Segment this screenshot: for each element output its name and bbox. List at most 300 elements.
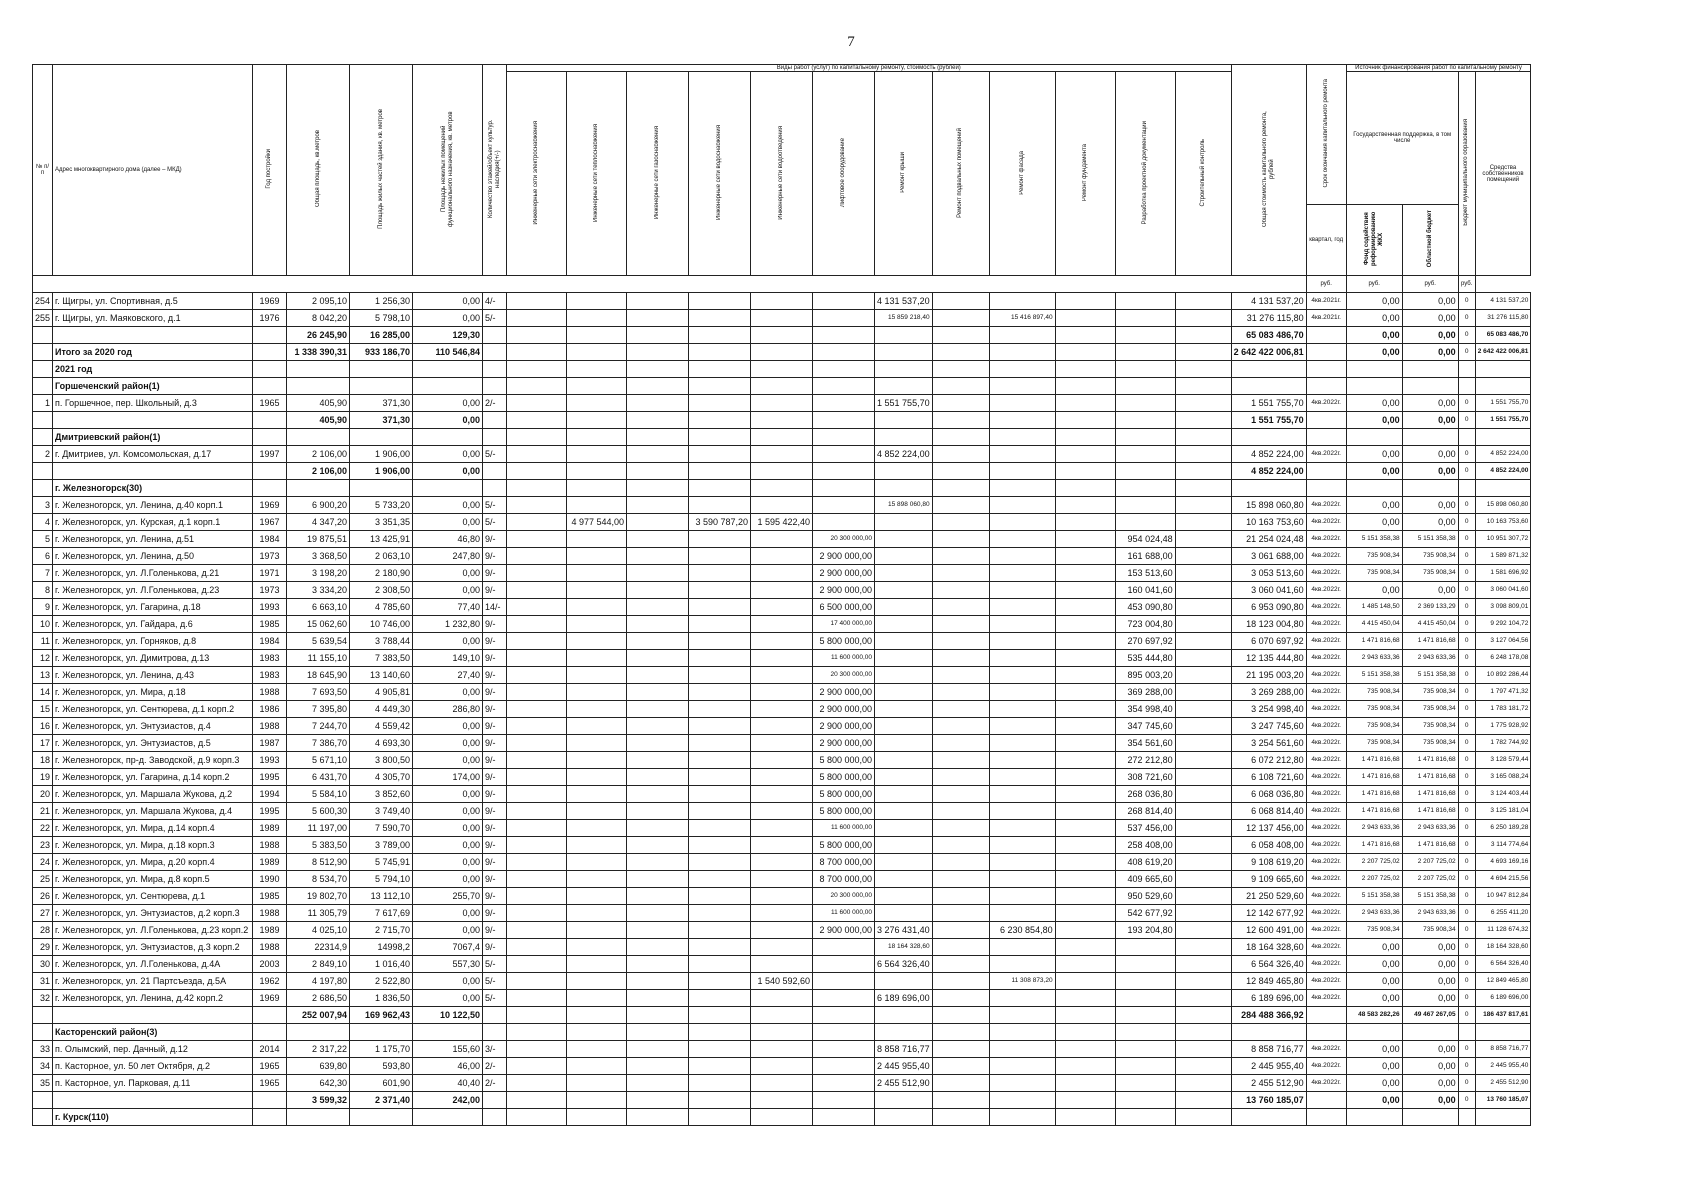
table-row	[33, 599, 1531, 616]
cell-work-4	[689, 837, 751, 854]
cell-no: 24	[33, 854, 53, 871]
cell-address: г. Железногорск, ул. Энтузиастов, д.4	[53, 718, 253, 735]
section-row	[33, 361, 1531, 378]
table-row	[33, 990, 1531, 1007]
cell-regional: 1 471 816,68	[1402, 769, 1458, 786]
cell-work-4	[689, 1007, 751, 1024]
cell-living-area: 16 285,00	[350, 327, 413, 344]
cell-empty	[350, 480, 413, 497]
cell-empty	[813, 361, 875, 378]
cell-work-5	[751, 735, 813, 752]
cell-owners: 8 858 716,77	[1475, 1041, 1531, 1058]
cell-work-2	[567, 446, 627, 463]
cell-owners: 6 564 326,40	[1475, 956, 1531, 973]
cell-address: г. Железногорск, ул. Ленина, д.51	[53, 531, 253, 548]
cell-work-12	[1175, 633, 1231, 650]
cell-work-5: 1 540 592,60	[751, 973, 813, 990]
cell-municipal: 0	[1458, 684, 1475, 701]
cell-work-1	[507, 667, 567, 684]
col-work-3: Инженерные сети газоснабжения	[627, 72, 689, 276]
cell-total-cost: 3 060 041,60	[1231, 582, 1306, 599]
table-row	[33, 293, 1531, 310]
table-row	[33, 1058, 1531, 1075]
cell-owners: 4 852 224,00	[1475, 446, 1531, 463]
cell-address: п. Касторное, ул. 50 лет Октября, д.2	[53, 1058, 253, 1075]
cell-work-7	[875, 735, 933, 752]
cell-work-12	[1175, 735, 1231, 752]
cell-living-area: 2 715,70	[350, 922, 413, 939]
cell-work-8	[932, 769, 989, 786]
cell-nonliving-area: 0,00	[413, 412, 483, 429]
cell-year: 1988	[253, 939, 287, 956]
cell-address: г. Железногорск, ул. Ленина, д.50	[53, 548, 253, 565]
cell-year: 1988	[253, 837, 287, 854]
cell-address: г. Железногорск, ул. Ленина, д.40 корп.1	[53, 497, 253, 514]
cell-work-4	[689, 446, 751, 463]
cell-living-area: 3 789,00	[350, 837, 413, 854]
cell-address	[53, 412, 253, 429]
cell-nonliving-area: 129,30	[413, 327, 483, 344]
cell-owners: 3 114 774,64	[1475, 837, 1531, 854]
cell-work-7	[875, 582, 933, 599]
col-no: № п/п	[33, 65, 53, 276]
cell-total-cost: 6 072 212,80	[1231, 752, 1306, 769]
cell-work-7	[875, 667, 933, 684]
cell-work-12	[1175, 667, 1231, 684]
cell-total-area: 639,80	[287, 1058, 350, 1075]
cell-empty	[1231, 1024, 1306, 1041]
cell-total-area: 7 386,70	[287, 735, 350, 752]
cell-deadline: 4кв.2022г.	[1306, 769, 1346, 786]
cell-municipal: 0	[1458, 531, 1475, 548]
cell-empty	[989, 378, 1055, 395]
cell-work-3	[627, 1092, 689, 1109]
unit-fund: руб.	[1306, 276, 1346, 293]
cell-total-cost: 3 269 288,00	[1231, 684, 1306, 701]
cell-empty	[1231, 480, 1306, 497]
cell-living-area: 1 256,30	[350, 293, 413, 310]
cell-empty	[932, 361, 989, 378]
cell-work-2	[567, 820, 627, 837]
cell-work-6	[813, 293, 875, 310]
cell-total-area: 6 900,20	[287, 497, 350, 514]
cell-work-1	[507, 973, 567, 990]
cell-empty	[1346, 361, 1402, 378]
cell-total-cost: 1 551 755,70	[1231, 412, 1306, 429]
cell-work-7	[875, 786, 933, 803]
cell-work-12	[1175, 905, 1231, 922]
cell-floors: 9/-	[483, 718, 507, 735]
cell-work-11: 354 998,40	[1115, 701, 1175, 718]
cell-work-4	[689, 939, 751, 956]
cell-total-cost: 2 455 512,90	[1231, 1075, 1306, 1092]
cell-work-10	[1055, 1041, 1115, 1058]
cell-work-9	[989, 684, 1055, 701]
cell-fund: 0,00	[1346, 990, 1402, 1007]
cell-work-9	[989, 565, 1055, 582]
cell-work-3	[627, 769, 689, 786]
cell-regional: 5 151 358,38	[1402, 667, 1458, 684]
cell-fund: 735 908,34	[1346, 922, 1402, 939]
cell-floors: 9/-	[483, 565, 507, 582]
cell-municipal: 0	[1458, 1075, 1475, 1092]
cell-work-5	[751, 922, 813, 939]
cell-nonliving-area: 10 122,50	[413, 1007, 483, 1024]
cell-empty	[751, 1109, 813, 1126]
cell-no: 3	[33, 497, 53, 514]
cell-work-9	[989, 1075, 1055, 1092]
cell-year: 1983	[253, 650, 287, 667]
cell-regional: 2 369 133,29	[1402, 599, 1458, 616]
cell-work-11: 268 814,40	[1115, 803, 1175, 820]
cell-work-9	[989, 854, 1055, 871]
cell-empty	[287, 378, 350, 395]
cell-work-6: 8 700 000,00	[813, 854, 875, 871]
cell-work-10	[1055, 786, 1115, 803]
cell-work-8	[932, 633, 989, 650]
cell-work-7	[875, 769, 933, 786]
cell-total-area: 252 007,94	[287, 1007, 350, 1024]
cell-work-3	[627, 633, 689, 650]
cell-nonliving-area: 0,00	[413, 565, 483, 582]
cell-work-11	[1115, 497, 1175, 514]
cell-empty	[932, 480, 989, 497]
cell-work-11	[1115, 514, 1175, 531]
cell-living-area: 3 351,35	[350, 514, 413, 531]
cell-work-10	[1055, 701, 1115, 718]
cell-work-9	[989, 752, 1055, 769]
cell-owners: 10 163 753,60	[1475, 514, 1531, 531]
cell-work-6: 2 900 000,00	[813, 718, 875, 735]
cell-nonliving-area: 0,00	[413, 990, 483, 1007]
cell-work-8	[932, 650, 989, 667]
cell-address: п. Горшечное, пер. Школьный, д.3	[53, 395, 253, 412]
cell-municipal: 0	[1458, 565, 1475, 582]
cell-empty	[567, 429, 627, 446]
cell-no: 28	[33, 922, 53, 939]
cell-work-6	[813, 973, 875, 990]
cell-work-6: 2 900 000,00	[813, 684, 875, 701]
cell-empty	[751, 378, 813, 395]
cell-work-2	[567, 684, 627, 701]
cell-living-area: 7 590,70	[350, 820, 413, 837]
cell-municipal: 0	[1458, 1007, 1475, 1024]
cell-work-10	[1055, 497, 1115, 514]
cell-address: г. Железногорск, ул. Ленина, д.42 корп.2	[53, 990, 253, 1007]
cell-work-8	[932, 1041, 989, 1058]
cell-work-3	[627, 531, 689, 548]
cell-work-7: 15 898 060,80	[875, 497, 933, 514]
cell-no: 34	[33, 1058, 53, 1075]
cell-work-3	[627, 412, 689, 429]
cell-work-8	[932, 412, 989, 429]
cell-empty	[813, 378, 875, 395]
cell-year: 1973	[253, 548, 287, 565]
table-row	[33, 837, 1531, 854]
cell-regional: 0,00	[1402, 395, 1458, 412]
cell-work-7	[875, 463, 933, 480]
cell-empty	[1306, 361, 1346, 378]
cell-empty	[1115, 429, 1175, 446]
cell-deadline: 4кв.2022г.	[1306, 599, 1346, 616]
cell-year: 1995	[253, 803, 287, 820]
cell-work-3	[627, 854, 689, 871]
cell-work-6	[813, 1075, 875, 1092]
cell-work-1	[507, 888, 567, 905]
cell-empty	[350, 378, 413, 395]
cell-living-area: 2 371,40	[350, 1092, 413, 1109]
cell-work-2	[567, 1007, 627, 1024]
cell-total-cost: 6 953 090,80	[1231, 599, 1306, 616]
section-title: г. Железногорск(30)	[53, 480, 253, 497]
cell-total-cost: 284 488 366,92	[1231, 1007, 1306, 1024]
cell-empty	[507, 378, 567, 395]
cell-nonliving-area: 149,10	[413, 650, 483, 667]
cell-regional: 735 908,34	[1402, 922, 1458, 939]
cell-year: 1965	[253, 395, 287, 412]
cell-work-6: 20 300 000,00	[813, 667, 875, 684]
cell-empty	[1458, 480, 1475, 497]
cell-owners: 6 250 189,28	[1475, 820, 1531, 837]
cell-work-3	[627, 837, 689, 854]
cell-deadline: 4кв.2022г.	[1306, 922, 1346, 939]
cell-total-cost: 6 108 721,60	[1231, 769, 1306, 786]
cell-work-1	[507, 837, 567, 854]
cell-work-9	[989, 990, 1055, 1007]
cell-work-10	[1055, 1007, 1115, 1024]
cell-empty	[813, 1024, 875, 1041]
cell-work-7	[875, 565, 933, 582]
cell-work-3	[627, 616, 689, 633]
cell-empty	[483, 1109, 507, 1126]
cell-work-11: 161 688,00	[1115, 548, 1175, 565]
cell-work-10	[1055, 633, 1115, 650]
cell-work-1	[507, 786, 567, 803]
cell-empty	[1055, 361, 1115, 378]
cell-work-11: 272 212,80	[1115, 752, 1175, 769]
cell-work-12	[1175, 548, 1231, 565]
cell-municipal: 0	[1458, 514, 1475, 531]
cell-no: 13	[33, 667, 53, 684]
cell-work-2	[567, 769, 627, 786]
cell-empty	[413, 378, 483, 395]
cell-work-6: 5 800 000,00	[813, 769, 875, 786]
cell-year: 1985	[253, 616, 287, 633]
cell-regional: 1 471 816,68	[1402, 752, 1458, 769]
cell-empty	[1475, 429, 1531, 446]
cell-fund: 735 908,34	[1346, 684, 1402, 701]
cell-work-8	[932, 820, 989, 837]
cell-owners: 1 783 181,72	[1475, 701, 1531, 718]
cell-living-area: 4 785,60	[350, 599, 413, 616]
cell-deadline	[1306, 327, 1346, 344]
cell-work-6	[813, 990, 875, 1007]
cell-total-area: 642,30	[287, 1075, 350, 1092]
cell-owners: 13 760 185,07	[1475, 1092, 1531, 1109]
cell-address: г. Железногорск, ул. Гагарина, д.18	[53, 599, 253, 616]
cell-municipal: 0	[1458, 1041, 1475, 1058]
cell-work-7	[875, 820, 933, 837]
cell-work-2	[567, 548, 627, 565]
table-row	[33, 633, 1531, 650]
cell-total-area: 3 368,50	[287, 548, 350, 565]
cell-work-12	[1175, 1075, 1231, 1092]
cell-work-6	[813, 1058, 875, 1075]
cell-address: г. Железногорск, ул. Курская, д.1 корп.1	[53, 514, 253, 531]
cell-work-2	[567, 293, 627, 310]
cell-work-9: 6 230 854,80	[989, 922, 1055, 939]
cell-work-12	[1175, 871, 1231, 888]
cell-address: г. Щигры, ул. Маяковского, д.1	[53, 310, 253, 327]
cell-work-6: 2 900 000,00	[813, 701, 875, 718]
cell-empty	[1475, 1024, 1531, 1041]
cell-no	[33, 1092, 53, 1109]
cell-living-area: 1 016,40	[350, 956, 413, 973]
table-row	[33, 548, 1531, 565]
section-row	[33, 480, 1531, 497]
cell-regional: 0,00	[1402, 939, 1458, 956]
cell-regional: 0,00	[1402, 1058, 1458, 1075]
cell-work-4	[689, 633, 751, 650]
cell-work-10	[1055, 735, 1115, 752]
cell-work-4	[689, 582, 751, 599]
cell-year	[253, 1007, 287, 1024]
cell-work-4	[689, 310, 751, 327]
cell-work-6	[813, 446, 875, 463]
cell-work-2	[567, 1041, 627, 1058]
cell-floors: 9/-	[483, 939, 507, 956]
cell-empty	[1055, 429, 1115, 446]
cell-living-area: 13 140,60	[350, 667, 413, 684]
cell-year: 1995	[253, 769, 287, 786]
cell-municipal: 0	[1458, 718, 1475, 735]
cell-work-9	[989, 514, 1055, 531]
table-row	[33, 803, 1531, 820]
cell-work-3	[627, 565, 689, 582]
cell-empty	[567, 361, 627, 378]
cell-total-cost: 13 760 185,07	[1231, 1092, 1306, 1109]
cell-work-6	[813, 939, 875, 956]
table-row	[33, 565, 1531, 582]
cell-fund: 0,00	[1346, 344, 1402, 361]
cell-deadline: 4кв.2022г.	[1306, 1058, 1346, 1075]
cell-nonliving-area: 0,00	[413, 837, 483, 854]
cell-nonliving-area: 46,80	[413, 531, 483, 548]
cell-work-9	[989, 905, 1055, 922]
cell-work-8	[932, 599, 989, 616]
cell-empty	[1346, 1024, 1402, 1041]
cell-no: 29	[33, 939, 53, 956]
cell-work-11: 369 288,00	[1115, 684, 1175, 701]
cell-living-area: 7 617,69	[350, 905, 413, 922]
table-row	[33, 497, 1531, 514]
cell-work-2	[567, 973, 627, 990]
cell-owners: 1 797 471,32	[1475, 684, 1531, 701]
cell-regional: 0,00	[1402, 514, 1458, 531]
cell-work-5: 1 595 422,40	[751, 514, 813, 531]
cell-work-11: 453 090,80	[1115, 599, 1175, 616]
cell-work-5	[751, 565, 813, 582]
cell-work-4	[689, 684, 751, 701]
cell-work-5	[751, 888, 813, 905]
cell-work-7	[875, 854, 933, 871]
cell-floors: 9/-	[483, 667, 507, 684]
cell-living-area: 1 906,00	[350, 463, 413, 480]
cell-empty	[413, 361, 483, 378]
cell-work-3	[627, 582, 689, 599]
cell-work-1	[507, 922, 567, 939]
cell-work-1	[507, 293, 567, 310]
cell-floors: 5/-	[483, 497, 507, 514]
cell-fund: 2 943 633,36	[1346, 905, 1402, 922]
cell-work-9	[989, 786, 1055, 803]
cell-work-7	[875, 344, 933, 361]
cell-fund: 0,00	[1346, 1041, 1402, 1058]
cell-municipal: 0	[1458, 871, 1475, 888]
table-row	[33, 667, 1531, 684]
cell-total-cost: 3 053 513,60	[1231, 565, 1306, 582]
cell-total-cost: 2 642 422 006,81	[1231, 344, 1306, 361]
cell-nonliving-area: 0,00	[413, 786, 483, 803]
cell-work-2: 4 977 544,00	[567, 514, 627, 531]
cell-deadline: 4кв.2022г.	[1306, 718, 1346, 735]
cell-total-cost: 15 898 060,80	[1231, 497, 1306, 514]
cell-work-2	[567, 633, 627, 650]
cell-address	[53, 463, 253, 480]
cell-empty	[1175, 1109, 1231, 1126]
cell-total-area: 405,90	[287, 412, 350, 429]
cell-regional: 49 467 267,05	[1402, 1007, 1458, 1024]
cell-nonliving-area: 0,00	[413, 582, 483, 599]
cell-work-12	[1175, 293, 1231, 310]
cell-work-6	[813, 395, 875, 412]
cell-year: 1988	[253, 905, 287, 922]
cell-work-9	[989, 667, 1055, 684]
cell-nonliving-area: 0,00	[413, 463, 483, 480]
cell-total-area: 7 395,80	[287, 701, 350, 718]
cell-work-12	[1175, 854, 1231, 871]
cell-empty	[1458, 361, 1475, 378]
cell-deadline: 4кв.2022г.	[1306, 735, 1346, 752]
cell-empty	[413, 480, 483, 497]
cell-work-8	[932, 548, 989, 565]
cell-deadline: 4кв.2022г.	[1306, 514, 1346, 531]
cell-empty	[483, 429, 507, 446]
cell-work-9	[989, 701, 1055, 718]
cell-nonliving-area: 1 232,80	[413, 616, 483, 633]
cell-work-8	[932, 990, 989, 1007]
cell-floors: 9/-	[483, 871, 507, 888]
cell-empty	[507, 480, 567, 497]
cell-municipal: 0	[1458, 446, 1475, 463]
cell-nonliving-area: 27,40	[413, 667, 483, 684]
cell-living-area: 371,30	[350, 395, 413, 412]
cell-work-5	[751, 531, 813, 548]
cell-work-6	[813, 327, 875, 344]
cell-regional: 735 908,34	[1402, 548, 1458, 565]
cell-fund: 48 583 282,26	[1346, 1007, 1402, 1024]
cell-work-10	[1055, 412, 1115, 429]
cell-year: 1984	[253, 531, 287, 548]
cell-work-8	[932, 718, 989, 735]
cell-work-3	[627, 871, 689, 888]
cell-total-area: 6 663,10	[287, 599, 350, 616]
cell-municipal: 0	[1458, 497, 1475, 514]
cell-work-1	[507, 701, 567, 718]
cell-work-8	[932, 395, 989, 412]
cell-empty	[1231, 361, 1306, 378]
cell-total-area: 4 025,10	[287, 922, 350, 939]
